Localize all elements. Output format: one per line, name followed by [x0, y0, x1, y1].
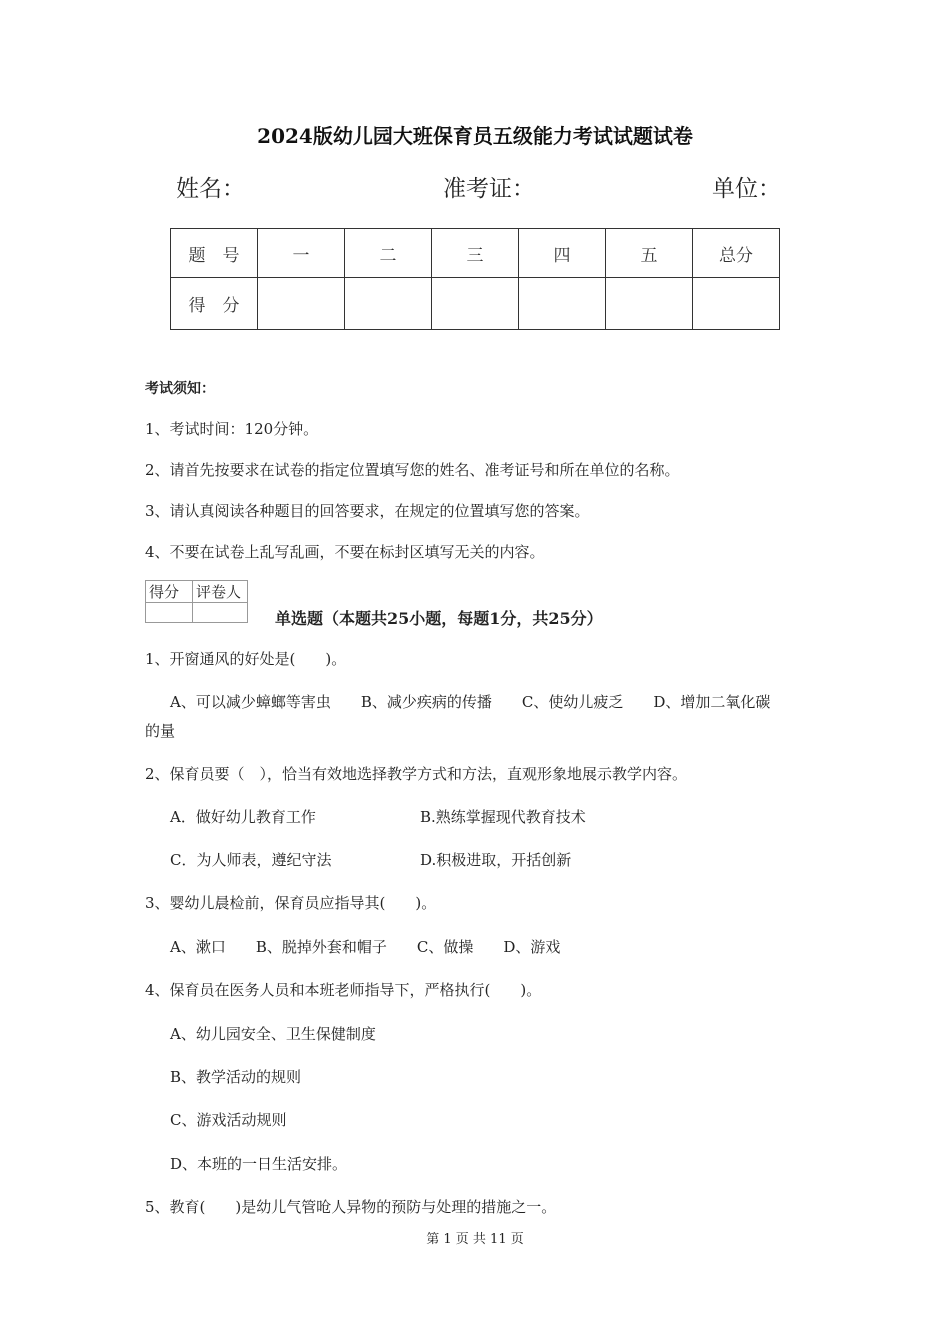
question-4-option-d: D、本班的一日生活安排。 [170, 1155, 348, 1173]
grader-box [145, 580, 248, 623]
score-cell-3 [432, 278, 519, 330]
grader-name-cell [193, 603, 248, 623]
question-2-stem: 2、保育员要（ ），恰当有效地选择教学方式和方法，直观形象地展示教学内容。 [145, 765, 688, 783]
column-total: 总分 [693, 229, 780, 278]
score-cell-total [693, 278, 780, 330]
notice-item-1: 1、考试时间：120分钟。 [145, 420, 319, 438]
grader-name-label: 评卷人 [193, 581, 248, 603]
question-1-options-wrap: 的量 [145, 722, 176, 740]
score-cell-2 [345, 278, 432, 330]
question-2-option-a: A．做好幼儿教育工作 [170, 808, 316, 826]
page-footer: 第 1 页 共 11 页 [426, 1232, 524, 1247]
question-2-option-b: B.熟练掌握现代教育技术 [420, 808, 586, 826]
column-5: 五 [606, 229, 693, 278]
unit-label: 单位： [712, 176, 781, 202]
column-4: 四 [519, 229, 606, 278]
question-1-stem: 1、开窗通风的好处是( )。 [145, 650, 347, 668]
name-label: 姓名： [176, 176, 245, 202]
score-cell-4 [519, 278, 606, 330]
section-title: 单选题（本题共25小题，每题1分，共25分） [275, 609, 603, 628]
grader-score-label: 得分 [146, 581, 193, 603]
question-4-option-c: C、游戏活动规则 [170, 1111, 287, 1129]
notice-item-2: 2、请首先按要求在试卷的指定位置填写您的姓名、准考证号和所在单位的名称。 [145, 461, 680, 479]
score-label: 得 分 [171, 278, 258, 330]
question-4-stem: 4、保育员在医务人员和本班老师指导下，严格执行( )。 [145, 981, 542, 999]
question-number-label: 题 号 [171, 229, 258, 278]
column-3: 三 [432, 229, 519, 278]
question-4-option-a: A、幼儿园安全、卫生保健制度 [170, 1025, 376, 1043]
question-5-stem: 5、教育( )是幼儿气管呛人异物的预防与处理的措施之一。 [145, 1198, 557, 1216]
question-3-stem: 3、婴幼儿晨检前，保育员应指导其( )。 [145, 894, 437, 912]
column-1: 一 [258, 229, 345, 278]
score-cell-5 [606, 278, 693, 330]
exam-title: 2024版幼儿园大班保育员五级能力考试试题试卷 [257, 124, 693, 148]
score-cell-1 [258, 278, 345, 330]
score-table-header-row [171, 229, 780, 278]
exam-id-label: 准考证： [443, 176, 535, 202]
question-2-option-c: C．为人师表，遵纪守法 [170, 851, 332, 869]
question-2-option-d: D.积极进取，开括创新 [420, 851, 572, 869]
notice-item-3: 3、请认真阅读各种题目的回答要求，在规定的位置填写您的答案。 [145, 502, 590, 520]
notice-heading: 考试须知： [145, 381, 215, 397]
grader-score-cell [146, 603, 193, 623]
score-table-score-row [171, 278, 780, 330]
column-2: 二 [345, 229, 432, 278]
score-table [170, 228, 780, 330]
question-1-options: A、可以减少蟑螂等害虫 B、减少疾病的传播 C、使幼儿疲乏 D、增加二氧化碳 [170, 693, 771, 711]
question-3-options: A、漱口 B、脱掉外套和帽子 C、做操 D、游戏 [170, 938, 561, 956]
notice-item-4: 4、不要在试卷上乱写乱画，不要在标封区填写无关的内容。 [145, 543, 545, 561]
question-4-option-b: B、教学活动的规则 [170, 1068, 302, 1086]
